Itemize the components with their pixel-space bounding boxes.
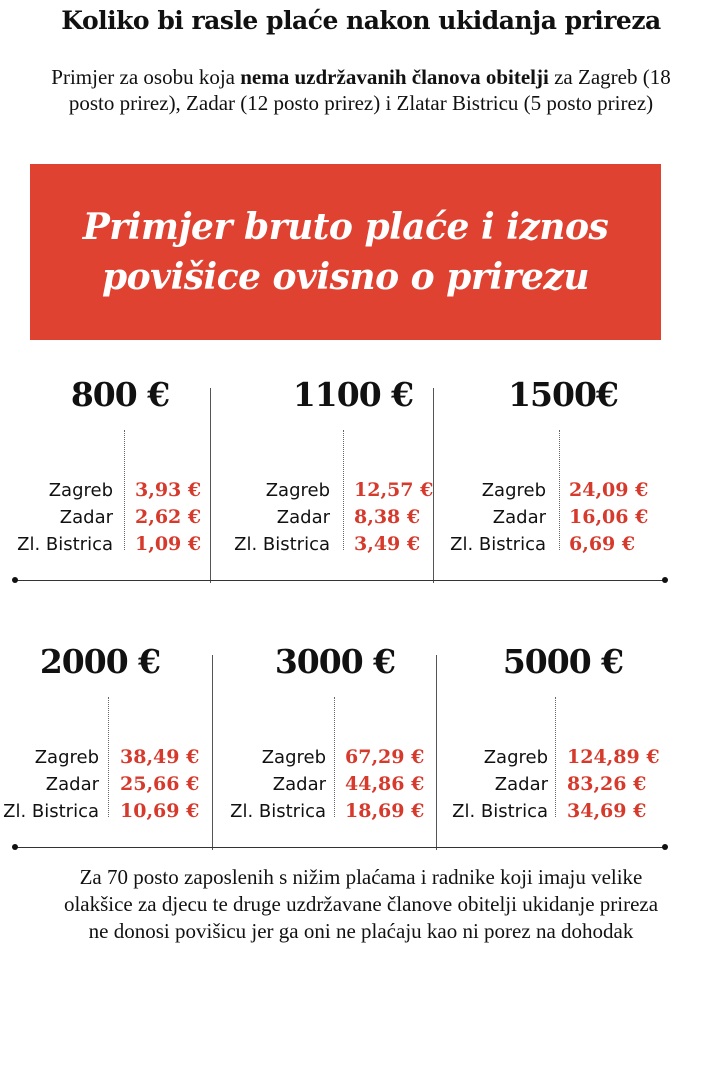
salary-amount: 800 € (70, 375, 170, 414)
city-label: Zadar (272, 774, 326, 795)
increase-value: 12,57 € (354, 479, 434, 501)
increase-row (0, 771, 230, 798)
city-label: Zadar (59, 507, 113, 528)
city-label: Zl. Bistrica (234, 534, 330, 555)
increase-value: 34,69 € (567, 800, 647, 822)
rule-endpoint-dot (662, 844, 668, 850)
increase-row (0, 798, 230, 825)
increase-row (0, 744, 230, 771)
city-label: Zagreb (261, 747, 326, 768)
increase-list (446, 477, 676, 558)
increase-row (448, 798, 678, 825)
increase-value: 3,93 € (135, 479, 202, 501)
increase-row (446, 504, 676, 531)
intro-part2: za Zagreb (18 posto prirez), Zadar (12 posto prirez) i Zlatar Bistricu (5 posto prirez) (68, 65, 671, 115)
rule-endpoint-dot (12, 844, 18, 850)
increase-row (446, 477, 676, 504)
increase-value: 8,38 € (354, 506, 421, 528)
increase-value: 3,49 € (354, 533, 421, 555)
increase-row (230, 477, 460, 504)
intro-text (40, 64, 682, 116)
increase-value: 83,26 € (567, 773, 647, 795)
intro-part1: Primjer za osobu koja (51, 65, 241, 89)
salary-amount: 1100 € (292, 375, 414, 414)
increase-value: 6,69 € (569, 533, 636, 555)
salary-amount: 1500€ (508, 375, 618, 414)
city-label: Zagreb (34, 747, 99, 768)
increase-list (230, 477, 460, 558)
page-title: Koliko bi rasle plaće nakon ukidanja prireza (61, 6, 661, 35)
city-label: Zl. Bistrica (3, 801, 99, 822)
increase-row (230, 504, 460, 531)
city-label: Zl. Bistrica (452, 801, 548, 822)
increase-list (0, 744, 230, 825)
intro-bold: nema uzdržavanih članova obitelji (240, 65, 549, 89)
salary-column-3000 (225, 627, 455, 827)
increase-row (225, 744, 455, 771)
banner-text (83, 202, 609, 302)
increase-value: 16,06 € (569, 506, 649, 528)
horizontal-rule (15, 580, 665, 581)
salary-column-1500 (446, 360, 676, 560)
rule-endpoint-dot (662, 577, 668, 583)
banner-line-1: Primjer bruto plaće i iznos (82, 206, 609, 248)
increase-row (10, 504, 240, 531)
salary-column-1100 (230, 360, 460, 560)
city-label: Zl. Bistrica (450, 534, 546, 555)
city-label: Zadar (45, 774, 99, 795)
city-label: Zadar (276, 507, 330, 528)
increase-row (446, 531, 676, 558)
salary-column-2000 (0, 627, 230, 827)
increase-value: 38,49 € (120, 746, 200, 768)
increase-value: 67,29 € (345, 746, 425, 768)
increase-row (10, 477, 240, 504)
city-label: Zadar (492, 507, 546, 528)
city-label: Zl. Bistrica (230, 801, 326, 822)
city-label: Zagreb (48, 480, 113, 501)
increase-value: 24,09 € (569, 479, 649, 501)
salary-amount: 3000 € (274, 642, 396, 681)
salary-block-bottom (0, 627, 722, 857)
increase-list (225, 744, 455, 825)
salary-column-5000 (448, 627, 678, 827)
rule-endpoint-dot (12, 577, 18, 583)
salary-amount: 5000 € (502, 642, 624, 681)
salary-column-800 (10, 360, 240, 560)
increase-row (448, 771, 678, 798)
banner-line-2: povišice ovisno o prirezu (101, 256, 589, 298)
increase-value: 2,62 € (135, 506, 202, 528)
horizontal-rule (15, 847, 665, 848)
increase-value: 1,09 € (135, 533, 202, 555)
increase-value: 124,89 € (567, 746, 660, 768)
increase-value: 18,69 € (345, 800, 425, 822)
city-label: Zl. Bistrica (17, 534, 113, 555)
footnote-text: Za 70 posto zaposlenih s nižim plaćama i radnike koji imaju velike olakšice za djecu te druge uzdržavane članove obitelji ukidanje prireza ne donosi povišicu jer ga oni ne plaćaju kao ni porez na dohodak (63, 865, 659, 943)
city-label: Zagreb (483, 747, 548, 768)
salary-amount: 2000 € (39, 642, 161, 681)
salary-block-top (0, 360, 722, 590)
increase-row (448, 744, 678, 771)
increase-value: 10,69 € (120, 800, 200, 822)
increase-list (448, 744, 678, 825)
increase-row (230, 531, 460, 558)
city-label: Zagreb (481, 480, 546, 501)
increase-row (225, 771, 455, 798)
increase-list (10, 477, 240, 558)
banner (30, 164, 661, 340)
increase-value: 25,66 € (120, 773, 200, 795)
increase-value: 44,86 € (345, 773, 425, 795)
city-label: Zadar (494, 774, 548, 795)
city-label: Zagreb (265, 480, 330, 501)
increase-row (225, 798, 455, 825)
increase-row (10, 531, 240, 558)
